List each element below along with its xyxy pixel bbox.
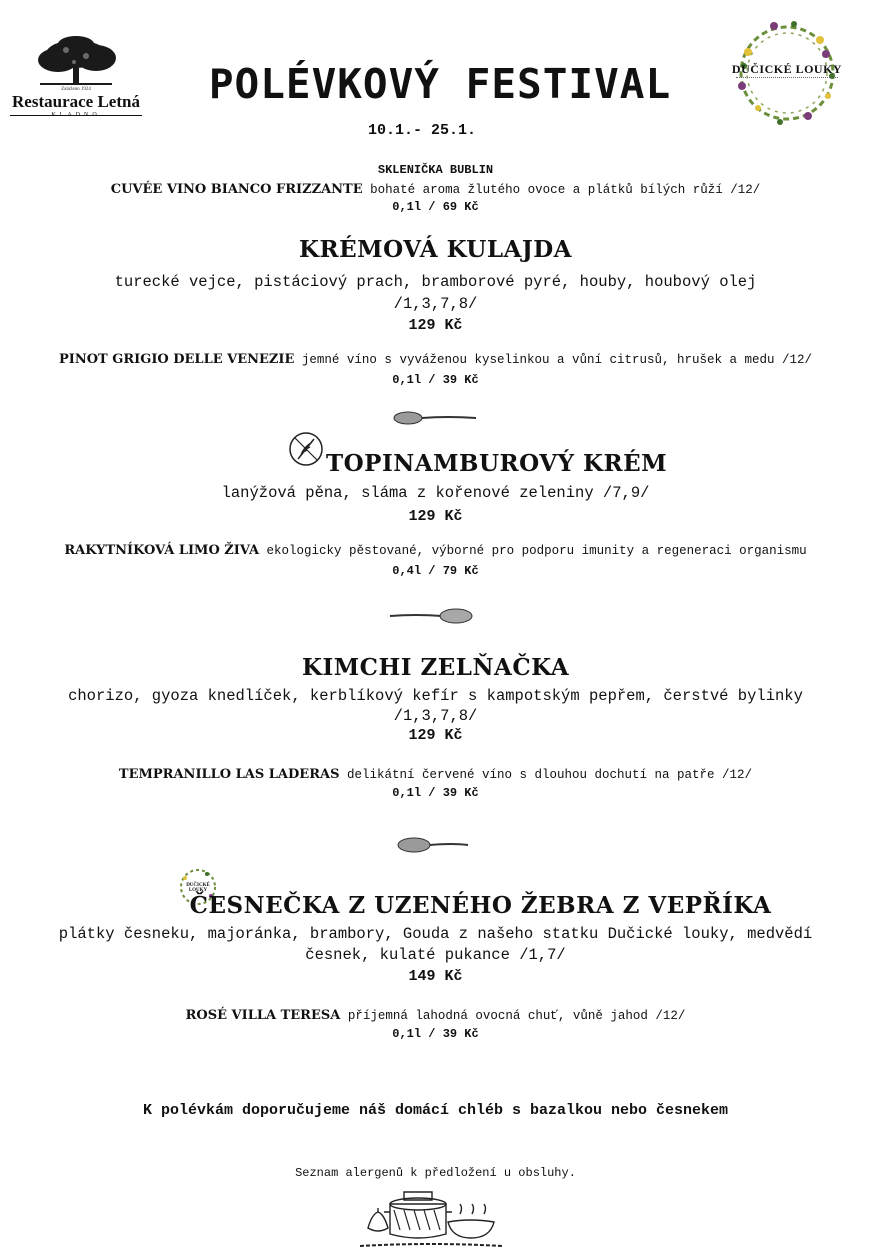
drink-description: delikátní červené víno s dlouhou dochutí na patře /12/ [339,768,753,782]
wine-pairing [0,352,871,367]
soup-title: ČESNEČKA Z UZENÉHO ŽEBRA Z VEPŘÍKA [189,892,772,919]
wine-pairing [0,543,871,558]
badge-label: DUČICKÉ LOUKY [186,883,210,893]
soup-description-2: česnek, kulaté pukance /1,7/ [305,946,566,964]
soup-description: lanýžová pěna, sláma z kořenové zeleniny /7,9/ [221,484,650,502]
soup-description: chorizo, gyoza knedlíček, kerblíkový kefír s kampotským pepřem, čerstvé bylinky [68,687,803,705]
soup-title: KIMCHI ZELŇAČKA [301,654,570,681]
restaurant-city: KLADNO [51,112,101,118]
spoon-icon [392,408,480,428]
spoon-icon [386,606,474,626]
allergen-note: Seznam alergenů k předložení u obsluhy. [295,1166,576,1180]
soup-title: KRÉMOVÁ KULAJDA [298,236,573,263]
soup-allergens: /1,3,7,8/ [393,707,478,725]
wine-pairing [0,767,871,782]
restaurant-logo [0,34,160,120]
soup-price: 129 Kč [408,317,463,334]
partner-name: DUČICKÉ LOUKY [731,62,843,76]
soup-pot-illustration [360,1182,502,1252]
drink-description: ekologicky pěstované, výborné pro podporu imunity a regeneraci organismu [259,544,807,558]
partner-subtitle-line [736,77,838,80]
partner-logo [728,16,846,134]
drink-price: 0,1l / 39 Kč [392,786,479,800]
drink-price: 0,1l / 69 Kč [392,200,479,214]
bread-recommendation: K polévkám doporučujeme náš domácí chléb s bazalkou nebo česnekem [142,1102,729,1119]
aperitif-line [0,182,871,197]
drink-price: 0,4l / 79 Kč [392,564,479,578]
soup-description: plátky česneku, majoránka, brambory, Gouda z našeho statku Dučické louky, medvědí [58,925,813,943]
soup-price: 149 Kč [408,968,463,985]
restaurant-name: Restaurace Letná [12,92,140,111]
page-title: POLÉVKOVÝ FESTIVAL [208,60,672,108]
drink-name: ROSÉ VILLA TERESA [185,1008,341,1023]
drink-description: bohaté aroma žlutého ovoce a plátků bílých růží /12/ [362,183,761,197]
soup-title: TOPINAMBUROVÝ KRÉM [326,450,668,477]
tree-icon [0,34,152,88]
drink-description: příjemná lahodná ovocná chuť, vůně jahod /12/ [340,1009,686,1023]
spoon-icon [394,835,482,855]
soup-description: turecké vejce, pistáciový prach, bramborové pyré, houby, houbový olej [114,273,757,291]
drink-name: CUVÉE VINO BIANCO FRIZZANTE [110,182,363,197]
drink-name: PINOT GRIGIO DELLE VENEZIE [58,352,295,367]
drink-price: 0,1l / 39 Kč [392,373,479,387]
soup-price: 129 Kč [408,508,463,525]
aperitif-heading: SKLENIČKA BUBLIN [377,163,494,177]
festival-dates: 10.1.- 25.1. [368,122,477,139]
drink-name: TEMPRANILLO LAS LADERAS [118,767,340,782]
gluten-free-icon [287,430,325,468]
soup-price: 129 Kč [408,727,463,744]
drink-price: 0,1l / 39 Kč [392,1027,479,1041]
drink-name: RAKYTNÍKOVÁ LIMO ŽIVA [64,543,260,558]
soup-allergens: /1,3,7,8/ [393,295,478,313]
wine-pairing [0,1008,871,1023]
drink-description: jemné víno s vyváženou kyselinkou a vůní citrusů, hrušek a medu /12/ [294,353,813,367]
restaurant-since: Založeno 1924 [61,87,91,92]
